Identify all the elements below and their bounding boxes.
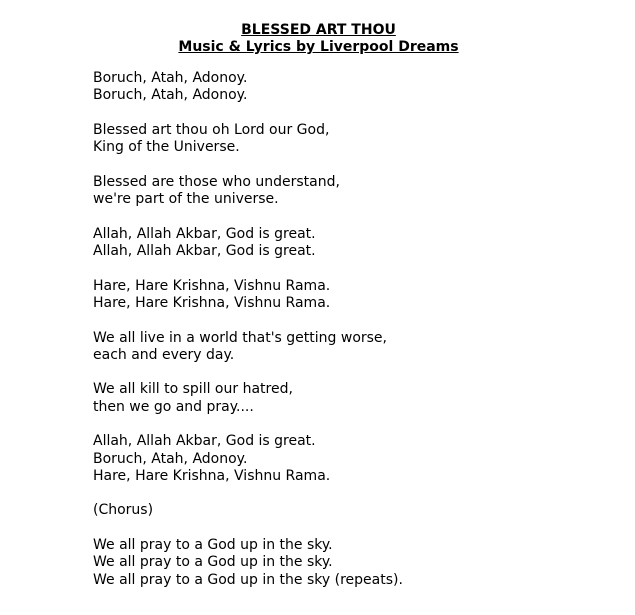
lyric-line: We all kill to spill our hatred, <box>93 381 293 398</box>
lyric-line: We all pray to a God up in the sky. <box>93 554 333 571</box>
song-credits: Music & Lyrics by Liverpool Dreams <box>178 39 459 55</box>
stanza-5 <box>93 278 403 312</box>
lyric-line: We all pray to a God up in the sky (repeats). <box>93 571 403 588</box>
lyrics-body <box>93 70 403 606</box>
lyric-line: each and every day. <box>93 346 235 363</box>
lyric-line: Blessed art thou oh Lord our God, <box>93 121 330 138</box>
lyric-line: King of the Universe. <box>93 139 240 156</box>
stanza-1 <box>93 70 403 104</box>
stanza-6 <box>93 330 403 364</box>
lyric-line: Allah, Allah Akbar, God is great. <box>93 242 316 259</box>
document-header <box>0 22 635 56</box>
stanza-3 <box>93 174 403 208</box>
lyric-line: We all pray to a God up in the sky. <box>93 537 333 554</box>
chorus-label: (Chorus) <box>93 502 154 519</box>
stanza-7 <box>93 381 403 415</box>
stanza-4 <box>93 226 403 260</box>
lyric-line: We all live in a world that's getting worse, <box>93 329 387 346</box>
lyric-line: Boruch, Atah, Adonoy. <box>93 87 248 104</box>
lyric-line: Boruch, Atah, Adonoy. <box>93 450 248 467</box>
lyric-line: then we go and pray.... <box>93 398 254 415</box>
lyric-line: we're part of the universe. <box>93 191 279 208</box>
lyric-line: Hare, Hare Krishna, Vishnu Rama. <box>93 277 331 294</box>
stanza-2 <box>93 122 403 156</box>
lyric-line: Allah, Allah Akbar, God is great. <box>93 225 316 242</box>
chorus-label-stanza <box>93 502 403 519</box>
stanza-8 <box>93 433 403 485</box>
song-title: BLESSED ART THOU <box>241 22 396 38</box>
lyric-line: Hare, Hare Krishna, Vishnu Rama. <box>93 467 331 484</box>
stanza-chorus <box>93 537 403 589</box>
lyric-line: Hare, Hare Krishna, Vishnu Rama. <box>93 294 331 311</box>
lyric-line: Boruch, Atah, Adonoy. <box>93 70 248 86</box>
lyric-line: Blessed are those who understand, <box>93 173 340 190</box>
lyric-line: Allah, Allah Akbar, God is great. <box>93 433 316 450</box>
